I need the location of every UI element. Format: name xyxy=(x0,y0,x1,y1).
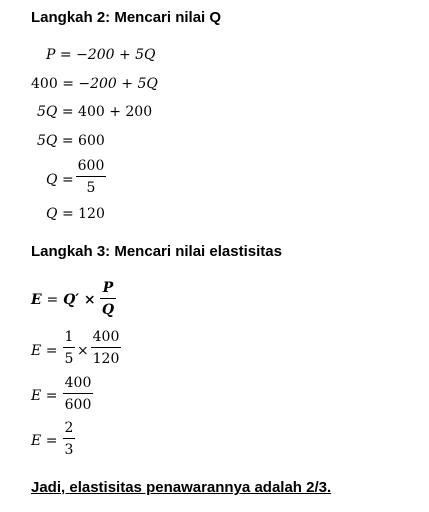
eq-line-1-equals: = xyxy=(59,47,72,63)
eq-line-2-lhs: 400 xyxy=(31,76,58,92)
eq-line-1-rhs: −200 + 5Q xyxy=(76,47,156,63)
sub3-line xyxy=(31,434,57,448)
sub3-fraction xyxy=(63,421,75,457)
fraction-bar xyxy=(63,393,93,394)
sub2-lhs: E xyxy=(31,388,42,404)
sub1-f1-denominator: 5 xyxy=(64,351,74,367)
fraction-bar xyxy=(100,298,116,299)
eq-line-4-lhs: 5Q xyxy=(37,133,58,149)
step2-heading: Langkah 2: Mencari nilai Q xyxy=(31,9,222,26)
sub1-fraction-2 xyxy=(91,330,121,366)
eq-line-6-rhs: 120 xyxy=(78,206,105,222)
sub1-equals: = xyxy=(45,343,58,359)
eq-line-5-lhs: Q xyxy=(46,172,58,188)
eq-line-6-equals: = xyxy=(61,206,74,222)
formula-numerator: P xyxy=(102,280,114,296)
conclusion-text: Jadi, elastisitas penawarannya adalah 2/3. xyxy=(31,479,332,496)
sub3-denominator: 3 xyxy=(64,442,74,458)
eq-line-1 xyxy=(46,48,156,62)
eq-line-4-equals: = xyxy=(61,133,74,149)
elasticity-formula xyxy=(31,293,96,307)
sub1-fraction-1 xyxy=(63,330,75,366)
sub2-equals: = xyxy=(45,388,58,404)
eq-line-1-lhs: P xyxy=(46,47,56,63)
sub1-f1-numerator: 1 xyxy=(64,329,74,345)
formula-rhs-prefix: Q′ × xyxy=(63,292,96,308)
eq-line-5-fraction xyxy=(76,159,106,195)
sub1-times: × xyxy=(77,343,89,359)
sub2-fraction xyxy=(63,376,93,412)
formula-lhs: E xyxy=(31,292,42,308)
fraction-bar xyxy=(76,176,106,177)
sub2-line xyxy=(31,389,57,403)
eq-line-5-equals: = xyxy=(61,172,74,188)
formula-equals: = xyxy=(46,292,59,308)
sub1-f2-denominator: 120 xyxy=(92,351,120,367)
fraction-bar xyxy=(63,347,75,348)
formula-fraction xyxy=(100,281,116,317)
eq-line-6-lhs: Q xyxy=(46,206,58,222)
eq-line-6 xyxy=(46,207,105,221)
eq-line-5 xyxy=(46,173,74,187)
sub3-equals: = xyxy=(45,433,58,449)
eq-line-3-rhs: 400 + 200 xyxy=(78,104,153,120)
eq-line-3-equals: = xyxy=(61,104,74,120)
eq-line-4-rhs: 600 xyxy=(78,133,105,149)
eq-line-3 xyxy=(37,105,152,119)
sub1-f2-numerator: 400 xyxy=(92,329,120,345)
eq-line-5-denominator: 5 xyxy=(86,180,96,196)
sub3-lhs: E xyxy=(31,433,42,449)
sub2-numerator: 400 xyxy=(64,375,92,391)
fraction-bar xyxy=(91,347,121,348)
eq-line-4 xyxy=(37,134,105,148)
eq-line-2 xyxy=(31,77,158,91)
sub1-lhs: E xyxy=(31,343,42,359)
eq-line-5-numerator: 600 xyxy=(77,158,105,174)
eq-line-2-equals: = xyxy=(62,76,74,92)
fraction-bar xyxy=(63,438,75,439)
step3-heading: Langkah 3: Mencari nilai elastisitas xyxy=(31,243,282,260)
eq-line-3-lhs: 5Q xyxy=(37,104,58,120)
eq-line-2-rhs: −200 + 5Q xyxy=(78,76,158,92)
sub3-numerator: 2 xyxy=(64,420,74,436)
sub2-denominator: 600 xyxy=(64,397,92,413)
formula-denominator: Q xyxy=(101,302,115,318)
sub1-line xyxy=(31,344,57,358)
